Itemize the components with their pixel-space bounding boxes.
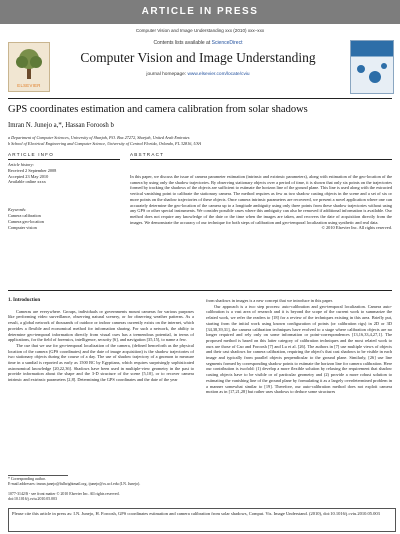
introduction-heading: 1. Introduction: [8, 298, 41, 303]
journal-header: [8, 38, 392, 96]
body-paragraph: Cameras are everywhere. Groups, individuals or governments mount cameras for various purposes like performing video surveillance, observing natural scenery, or for observing weather patterns. As a result, a global network of thousands of outdoor or indoor cameras currently exists on the internet, which provides a flexible and economical method for information sharing. For such a network, the ability to determine geo-temporal information directly from visual cues has a tremendous potential, in terms of applications, for the field of forensics, intelligence, security [6], and navigation [35,15], to name a few.: [8, 308, 194, 343]
history-label: Article history:: [8, 162, 35, 167]
body-paragraph: from shadows in images is a new concept that we introduce in this paper.: [206, 298, 333, 303]
header-rule: [8, 98, 392, 99]
body-right-column: [206, 298, 392, 395]
article-in-press-banner: ARTICLE IN PRESS: [0, 0, 400, 24]
abstract-label: ABSTRACT: [130, 152, 165, 157]
tree-icon: [13, 47, 45, 81]
journal-title: Computer Vision and Image Understanding: [80, 50, 316, 65]
history-item: Accepted 23 May 2010: [8, 173, 49, 179]
history-item: Available online xxxx: [8, 179, 46, 185]
article-title: GPS coordinates estimation and camera calibration from solar shadows: [8, 104, 308, 115]
keywords-label: Keywords:: [8, 207, 27, 213]
publisher-logo-text: ELSEVIER: [17, 83, 41, 88]
info-rule: [8, 159, 120, 160]
elsevier-logo: [8, 42, 50, 92]
article-info-label: ARTICLE INFO: [8, 152, 54, 157]
sciencedirect-link[interactable]: ScienceDirect: [211, 40, 243, 46]
footnote-issn: 1077-3142/$ - see front matter © 2010 Elsevier Inc. All rights reserved.: [8, 492, 120, 496]
body-left-column: [8, 298, 194, 383]
journal-citation-header: Computer Vision and Image Understanding xxx (2010) xxx–xxx: [135, 28, 265, 33]
abstract-text: In this paper, we discuss the issue of camera parameter estimation (intrinsic and extrinsic parameters), along with estimation of the geo-location of the camera by using only the shadow trajectories. By observing stationary objects over a period of time, it is shown that only six points on the trajectories formed by tracking the shadows of the objects are sufficient to estimate the horizon line of the ground plane. This line is used along with the extracted vertical vanishing point to calibrate the stationary camera. The method requires as few as two shadow casting objects in the scene and a set of six or more points on the shadow trajectories of these objects. Once camera intrinsic parameters are recovered, we present a novel application where one can accurately determine the geo-location of the camera up to a longitude ambiguity using only three points from these shadow trajectories without using any GPS or other special instruments. We consider possible cases where this ambiguity can also be removed if additional information is available. Our method does not require any knowledge of the date or the time when the images are taken, and recovers the date of acquisition directly from the images. We demonstrate the accuracy of our technique for both steps of calibration and geo-temporal localization using synthetic and real data.: [130, 174, 392, 225]
homepage-prefix: journal homepage:: [146, 72, 188, 77]
abstract-copyright: © 2010 Elsevier Inc. All rights reserved.: [321, 225, 392, 231]
cite-this-article-box: [8, 508, 396, 532]
body-paragraph: The cue that we use for geo-temporal localization of the camera, (defined henceforth as the physical location of the camera (GPS coordinates) and the date of image acquisition) is the shadow trajectories of two stationary objects during the course of a day. The use of shadow trajectory of a gnomon to measure time in a sundial is reported as early as 1500 BC by Egyptians, which requires surprisingly sophisticated astronomical knowledge [20,22,36]. Shadows have been used in multiple-view geometry in the past to provide information about the shape and the 3-D structure of the scene [5,10], or to recover camera intrinsic and extrinsic parameters [2,8]. Determining the GPS coordinates and the date of the year: [8, 342, 194, 383]
abstract-bottom-rule: [8, 290, 392, 291]
history-item: Received 2 September 2008: [8, 167, 57, 173]
journal-cover-thumbnail: [350, 40, 394, 94]
footnote-rule: [8, 475, 68, 476]
article-info-column: [8, 162, 120, 230]
cite-box-text: Please cite this article in press as: I.N. Junejo, H. Foroosh, GPS coordinates estimation and camera calibration from solar shadows, Comput. Vis. Image Understand. (2010), doi:10.1016/j.cviu.2010.05.003: [12, 511, 380, 516]
affiliation-a: a Department of Computer Sciences, University of Sharjah, P.O. Box 27272, Sharjah, United Arab Emirates: [8, 135, 190, 140]
homepage-link[interactable]: www.elsevier.com/locate/cviu: [187, 72, 250, 77]
keyword: Computer vision: [8, 224, 37, 230]
homepage-line: [52, 72, 344, 77]
abstract-column: [130, 174, 392, 231]
footnote-corresponding: * Corresponding author.: [8, 477, 46, 481]
footnote-email: E-mail addresses: imran.junejo@fulbrightmail.org, ijunejo@cs.ucf.edu (I.N. Junejo).: [8, 482, 141, 486]
affiliation-b: b School of Electrical Engineering and Computer Science, University of Central Florida, Orlando, FL 32816, USA: [8, 141, 202, 146]
contents-prefix: Contents lists available at: [153, 40, 212, 46]
keyword: Camera geo-location: [8, 218, 44, 224]
contents-line: [52, 40, 344, 46]
article-authors: Imran N. Junejo a,*, Hassan Foroosh b: [8, 122, 114, 129]
abstract-rule: [130, 159, 392, 160]
keyword: Camera calibration: [8, 212, 41, 218]
body-paragraph: Our approach is a two step process: auto-calibration and geo-temporal localization. Camera auto-calibration is a vast area of research and it is beyond the scope of the current work to summarize the related work, we refer the readers to [18] for a review of the techniques existing in this area. Briefly put, starting from the initial work using known configuration of points (or calibration rigs) in 2D or 3D [34,38,39,31], the camera calibration techniques have evolved to a stage where calibration objects are no longer required and rely only on some information or point-correspondences [13,16,33,4,27,1]. The proposed method is based on this latter category of calibration techniques and the most related work to ours are those of Cao and Foroosh [7] and Lu et al. [26]. The authors in [7] use multiple views of objects and their cast shadows for camera calibration, requiring the object's that cast shadows to be visible in each image and typically from parallel objects perpendicular to the ground plane. Similarly, [26] use line segments formed by corresponding shadow points to estimate the horizon line for camera calibration. Here our contribution is twofold: (1) develop a more flexible solution by relaxing the requirement that shadow casting objects have to be visible or of particular geometry and (2) provide a more robust solution to estimating the vanishing line of the ground plane by formulating it as a largely overdetermined problem in a manner somewhat similar to [19]. Therefore, our auto-calibration method does not exploit camera motion as in [17,21,28] but rather uses shadows to deduce some structures: [206, 303, 392, 395]
footnote-doi: doi:10.1016/j.cviu.2010.05.003: [8, 497, 57, 501]
